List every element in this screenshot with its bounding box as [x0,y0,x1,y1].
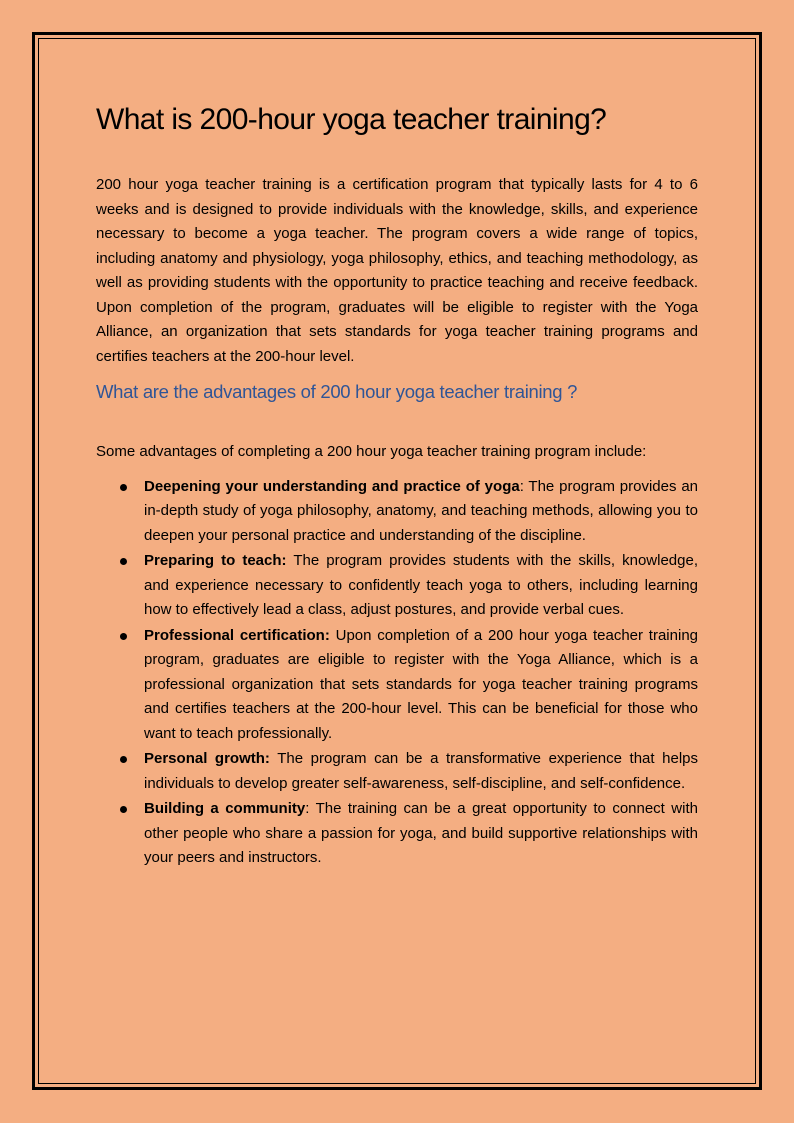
bullet-icon [120,484,127,491]
list-item [96,797,698,871]
bullet-icon [120,756,127,763]
bullet-icon [120,806,127,813]
item-text: Upon completion of a 200 hour yoga teacher training program, graduates are eligible to register with the Yoga Alliance, which is a professional organization that sets standards for yoga teacher training programs and certifies teachers at the 200-hour level. This can be beneficial for those who want to teach professionally. [144,626,699,742]
list-item [96,475,698,549]
document-body [96,96,698,872]
item-text: The program provides students with the skills, knowledge, and experience necessary to confidently teach yoga to others, including learning how to effectively lead a class, adjust postures, and provide verbal cues. [144,552,699,618]
advantages-list [96,475,698,871]
item-term: Professional certification: [144,626,330,644]
item-text: : The training can be a great opportunity to connect with other people who share a passion for yoga, and build supportive relationships with your peers and instructors. [144,800,698,866]
bullet-icon [120,558,127,565]
item-term: Preparing to teach: [144,552,287,569]
list-item [96,624,698,747]
item-term: Deepening your understanding and practice of yoga [144,477,520,495]
intro-paragraph: 200 hour yoga teacher training is a certification program that typically lasts for 4 to 6 weeks and is designed to provide individuals with the knowledge, skills, and experience necessary to become a yoga teacher. The program covers a wide range of topics, including anatomy and physiology, yoga philosophy, ethics, and teaching methodology, as well as providing students with the opportunity to practice teaching and receive feedback. Upon completion of the program, graduates will be eligible to register with the Yoga Alliance, an organization that sets standards for yoga teacher training programs and certifies teachers at the 200-hour level. [96,176,698,365]
page-title: What is 200-hour yoga teacher training? [96,103,607,136]
item-term: Building a community [144,800,306,817]
item-text: : The program provides an in-depth study of yoga philosophy, anatomy, and teaching methods, allowing you to deepen your personal practice and understanding of the discipline. [144,477,699,544]
bullet-icon [120,633,127,640]
item-term: Personal growth: [144,750,270,767]
section-heading: What are the advantages of 200 hour yoga teacher training ? [96,381,578,402]
lead-paragraph: Some advantages of completing a 200 hour yoga teacher training program include: [96,443,647,460]
list-item [96,549,698,623]
list-item [96,747,698,796]
item-text: The program can be a transformative experience that helps individuals to develop greater self-awareness, self-discipline, and self-confidence. [144,750,698,792]
